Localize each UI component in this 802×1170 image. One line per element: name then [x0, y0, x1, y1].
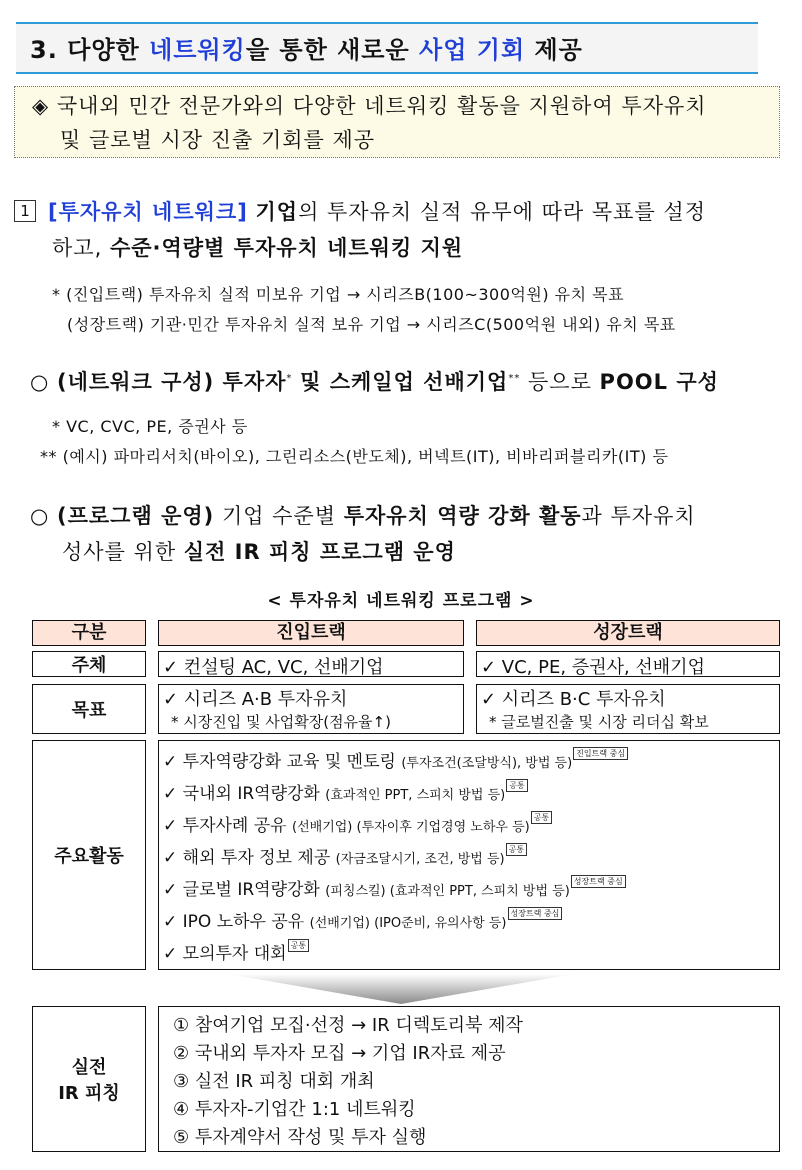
subject-entry: ✓ 컨설팅 AC, VC, 선배기업 — [163, 657, 384, 678]
pitching-step: ① 참여기업 모집·선정 → IR 디렉토리북 제작 — [173, 1015, 523, 1036]
section1-note2: (성장트랙) 기관·민간 투자유치 실적 보유 기업 → 시리즈C(500억원 내외) 유치 목표 — [67, 315, 676, 334]
section1-line1: [투자유치 네트워크] 기업의 투자유치 실적 유무에 따라 목표를 설정 — [48, 200, 706, 224]
header-category: 구분 — [32, 620, 146, 646]
activity-item: ✓ 국내외 IR역량강화 (효과적인 PPT, 스피치 방법 등)공통 — [163, 779, 528, 804]
goal-entry-main: ✓ 시리즈 A·B 투자유치 — [163, 689, 348, 710]
header-growth-track: 성장트랙 — [476, 620, 780, 646]
activity-item: ✓ 투자역량강화 교육 및 멘토링 (투자조건(조달방식), 방법 등)진입트랙 중심 — [163, 747, 628, 772]
activities-cell — [158, 740, 780, 970]
pitching-step: ② 국내외 투자자 모집 → 기업 IR자료 제공 — [173, 1043, 506, 1064]
activity-item: ✓ 글로벌 IR역량강화 (피칭스킬) (효과적인 PPT, 스피치 방법 등)성장트랙 중심 — [163, 875, 626, 900]
row-label-subject: 주체 — [32, 651, 146, 677]
program-line1: ○ (프로그램 운영) 기업 수준별 투자유치 역량 강화 활동과 투자유치 — [30, 504, 696, 528]
pitching-step: ④ 투자자-기업간 1:1 네트워킹 — [173, 1099, 416, 1120]
network-note1: * VC, CVC, PE, 증권사 등 — [52, 417, 248, 436]
header-entry-track: 진입트랙 — [158, 620, 464, 646]
program-line2: 성사를 위한 실전 IR 피칭 프로그램 운영 — [62, 540, 456, 564]
activity-item: ✓ 모의투자 대회 공통 — [163, 939, 309, 964]
pitching-step: ⑤ 투자계약서 작성 및 투자 실행 — [173, 1127, 427, 1148]
pitching-step: ③ 실전 IR 피칭 대회 개최 — [173, 1071, 375, 1092]
network-line: ○ (네트워크 구성) 투자자* 및 스케일업 선배기업** 등으로 POOL 구성 — [30, 370, 719, 394]
goal-growth-cell — [476, 684, 780, 734]
network-note2: ** (예시) 파마리서치(바이오), 그린리소스(반도체), 버넥트(IT), 비바리퍼블리카(IT) 등 — [40, 447, 669, 466]
goal-growth-main: ✓ 시리즈 B·C 투자유치 — [481, 689, 666, 710]
section-number: 1 — [14, 200, 36, 222]
pitching-cell — [158, 1006, 780, 1152]
goal-entry-cell — [158, 684, 464, 734]
summary-line-2: 및 글로벌 시장 진출 기회를 제공 — [60, 128, 376, 152]
goal-entry-note: * 시장진입 및 사업확장(점유율↑) — [171, 713, 391, 731]
section1-line2: 하고, 수준·역량별 투자유치 네트워킹 지원 — [52, 236, 464, 260]
subject-entry-cell — [158, 651, 464, 677]
goal-growth-note: * 글로벌진출 및 시장 리더십 확보 — [489, 713, 709, 731]
row-label-activities: 주요활동 — [32, 740, 146, 970]
page-title: 3. 다양한 네트워킹을 통한 새로운 사업 기회 제공 — [30, 36, 583, 64]
section1-note1: * (진입트랙) 투자유치 실적 미보유 기업 → 시리즈B(100~300억원) 유치 목표 — [52, 285, 625, 304]
table-caption: < 투자유치 네트워킹 프로그램 > — [267, 591, 535, 611]
summary-line-1: ◈ 국내외 민간 전문가와의 다양한 네트워킹 활동을 지원하여 투자유치 — [32, 94, 707, 118]
activity-item: ✓ 투자사례 공유 (선배기업) (투자이후 기업경영 노하우 등)공통 — [163, 811, 552, 836]
subject-growth-cell — [476, 651, 780, 677]
row-label-pitching: 실전 IR 피칭 — [32, 1006, 146, 1152]
activity-item: ✓ 해외 투자 정보 제공 (자금조달시기, 조건, 방법 등)공통 — [163, 843, 527, 868]
activity-item: ✓ IPO 노하우 공유 (선배기업) (IPO준비, 유의사항 등)성장트랙 중심 — [163, 907, 562, 932]
row-label-goal: 목표 — [32, 684, 146, 734]
subject-growth: ✓ VC, PE, 증권사, 선배기업 — [481, 657, 705, 678]
down-arrow-icon — [228, 974, 574, 1004]
